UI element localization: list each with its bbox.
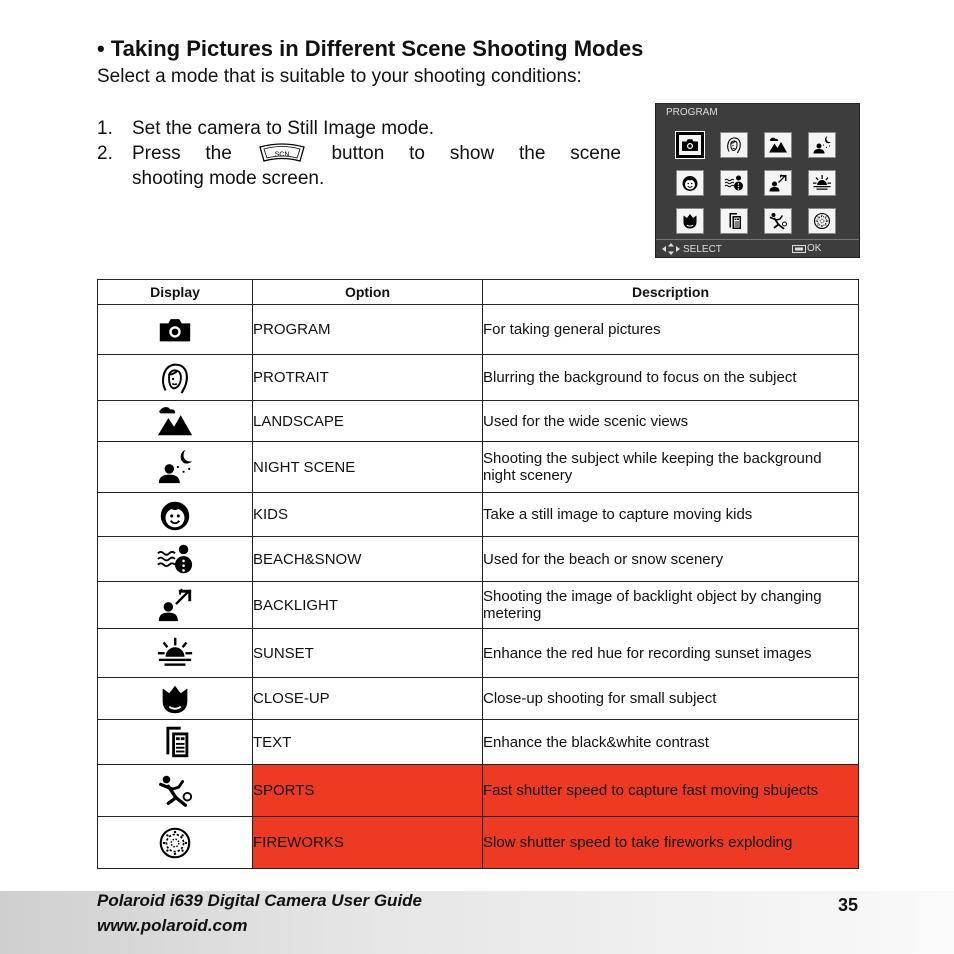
lcd-scene-option bbox=[676, 132, 704, 158]
step-word: the bbox=[519, 143, 546, 164]
footer-url: www.polaroid.com bbox=[97, 916, 248, 935]
lcd-select-hint bbox=[662, 243, 722, 255]
display-cell bbox=[98, 629, 253, 678]
table-row bbox=[98, 401, 859, 442]
display-cell bbox=[98, 720, 253, 765]
option-cell: KIDS bbox=[253, 493, 483, 537]
backlight-icon bbox=[156, 586, 194, 624]
description-cell: Shooting the image of backlight object by changing metering bbox=[483, 582, 859, 629]
lcd-scene-option bbox=[808, 132, 836, 158]
scene-icon-grid bbox=[676, 132, 846, 234]
description-cell: Used for the wide scenic views bbox=[483, 401, 859, 442]
lcd-scene-option bbox=[808, 208, 836, 234]
description-cell: Slow shutter speed to take fireworks exploding bbox=[483, 817, 859, 869]
beach-snow-icon bbox=[156, 540, 194, 578]
section-heading: • Taking Pictures in Different Scene Shooting Modes bbox=[97, 36, 644, 61]
intro-text: Select a mode that is suitable to your shooting conditions: bbox=[97, 66, 582, 87]
option-cell: PROTRAIT bbox=[253, 355, 483, 401]
display-cell bbox=[98, 305, 253, 355]
lcd-scene-option bbox=[676, 170, 704, 196]
backlight-icon bbox=[768, 173, 788, 193]
description-cell: Enhance the black&white contrast bbox=[483, 720, 859, 765]
lcd-ok-label: OK bbox=[807, 243, 822, 254]
display-cell bbox=[98, 817, 253, 869]
kids-icon bbox=[680, 173, 700, 193]
fireworks-icon bbox=[812, 211, 832, 231]
option-cell: NIGHT SCENE bbox=[253, 442, 483, 493]
step-word: Press bbox=[132, 143, 181, 164]
step-2 bbox=[97, 141, 621, 191]
kids-icon bbox=[156, 496, 194, 534]
option-cell: FIREWORKS bbox=[253, 817, 483, 869]
step-word: the bbox=[205, 143, 232, 164]
camera-icon bbox=[156, 311, 194, 349]
night-scene-icon bbox=[156, 448, 194, 486]
option-cell: PROGRAM bbox=[253, 305, 483, 355]
lcd-ok-hint bbox=[792, 243, 821, 254]
table-row bbox=[98, 817, 859, 869]
display-cell bbox=[98, 765, 253, 817]
step-number: 2. bbox=[97, 143, 113, 164]
lcd-scene-option bbox=[720, 170, 748, 196]
table-header-row bbox=[98, 280, 859, 305]
scene-modes-table bbox=[97, 279, 859, 869]
header-display: Display bbox=[98, 280, 253, 305]
display-cell bbox=[98, 493, 253, 537]
step-text: Set the camera to Still Image mode. bbox=[132, 118, 435, 139]
sunset-icon bbox=[156, 634, 194, 672]
table-row bbox=[98, 493, 859, 537]
sports-icon bbox=[768, 211, 788, 231]
step-2-line-2: shooting mode screen. bbox=[132, 168, 325, 189]
display-cell bbox=[98, 355, 253, 401]
description-cell: Fast shutter speed to capture fast moving sbujects bbox=[483, 765, 859, 817]
text-icon bbox=[724, 211, 744, 231]
portrait-icon bbox=[724, 135, 744, 155]
option-cell: TEXT bbox=[253, 720, 483, 765]
option-cell: SUNSET bbox=[253, 629, 483, 678]
portrait-icon bbox=[156, 359, 194, 397]
table-row bbox=[98, 765, 859, 817]
step-1 bbox=[97, 116, 621, 141]
lcd-scene-option bbox=[720, 132, 748, 158]
sports-icon bbox=[156, 772, 194, 810]
scn-button-label: SCN bbox=[274, 151, 290, 158]
lcd-select-label: SELECT bbox=[683, 243, 722, 255]
ok-button-icon bbox=[792, 245, 806, 253]
option-cell: SPORTS bbox=[253, 765, 483, 817]
step-word: show bbox=[449, 143, 495, 164]
close-up-icon bbox=[680, 211, 700, 231]
step-word: button bbox=[331, 143, 385, 164]
beach-snow-icon bbox=[724, 173, 744, 193]
header-description: Description bbox=[483, 280, 859, 305]
option-cell: CLOSE-UP bbox=[253, 678, 483, 720]
description-cell: Shooting the subject while keeping the background night scenery bbox=[483, 442, 859, 493]
lcd-scene-option bbox=[808, 170, 836, 196]
lcd-mode-title: PROGRAM bbox=[666, 107, 718, 118]
table-row bbox=[98, 720, 859, 765]
description-cell: Blurring the background to focus on the subject bbox=[483, 355, 859, 401]
table-row bbox=[98, 442, 859, 493]
table-row bbox=[98, 355, 859, 401]
description-cell: Enhance the red hue for recording sunset images bbox=[483, 629, 859, 678]
display-cell bbox=[98, 401, 253, 442]
lcd-footer bbox=[656, 239, 859, 257]
description-cell: Take a still image to capture moving kids bbox=[483, 493, 859, 537]
landscape-icon bbox=[156, 402, 194, 440]
lcd-scene-option bbox=[764, 132, 792, 158]
step-word: to bbox=[409, 143, 425, 164]
header-option: Option bbox=[253, 280, 483, 305]
table-row bbox=[98, 629, 859, 678]
description-cell: Used for the beach or snow scenery bbox=[483, 537, 859, 582]
scn-button-icon bbox=[257, 143, 307, 165]
instruction-steps bbox=[97, 116, 621, 191]
four-way-arrows-icon bbox=[662, 243, 680, 255]
step-2-line-1 bbox=[132, 141, 621, 166]
lcd-scene-option bbox=[764, 170, 792, 196]
text-icon bbox=[156, 723, 194, 761]
display-cell bbox=[98, 678, 253, 720]
description-cell: For taking general pictures bbox=[483, 305, 859, 355]
table-row bbox=[98, 678, 859, 720]
step-word: scene bbox=[570, 143, 621, 164]
footer-guide-title: Polaroid i639 Digital Camera User Guide bbox=[97, 891, 423, 910]
sunset-icon bbox=[812, 173, 832, 193]
lcd-scene-option bbox=[764, 208, 792, 234]
description-cell: Close-up shooting for small subject bbox=[483, 678, 859, 720]
table-row bbox=[98, 305, 859, 355]
table-row bbox=[98, 537, 859, 582]
display-cell bbox=[98, 537, 253, 582]
option-cell: LANDSCAPE bbox=[253, 401, 483, 442]
fireworks-icon bbox=[156, 824, 194, 862]
option-cell: BACKLIGHT bbox=[253, 582, 483, 629]
lcd-scene-option bbox=[676, 208, 704, 234]
camera-icon bbox=[680, 135, 700, 155]
display-cell bbox=[98, 582, 253, 629]
page-number: 35 bbox=[837, 895, 858, 915]
option-cell: BEACH&SNOW bbox=[253, 537, 483, 582]
display-cell bbox=[98, 442, 253, 493]
night-scene-icon bbox=[812, 135, 832, 155]
close-up-icon bbox=[156, 680, 194, 718]
scene-mode-lcd-screen bbox=[655, 103, 860, 258]
landscape-icon bbox=[768, 135, 788, 155]
table-row bbox=[98, 582, 859, 629]
step-number: 1. bbox=[97, 118, 113, 139]
lcd-scene-option bbox=[720, 208, 748, 234]
